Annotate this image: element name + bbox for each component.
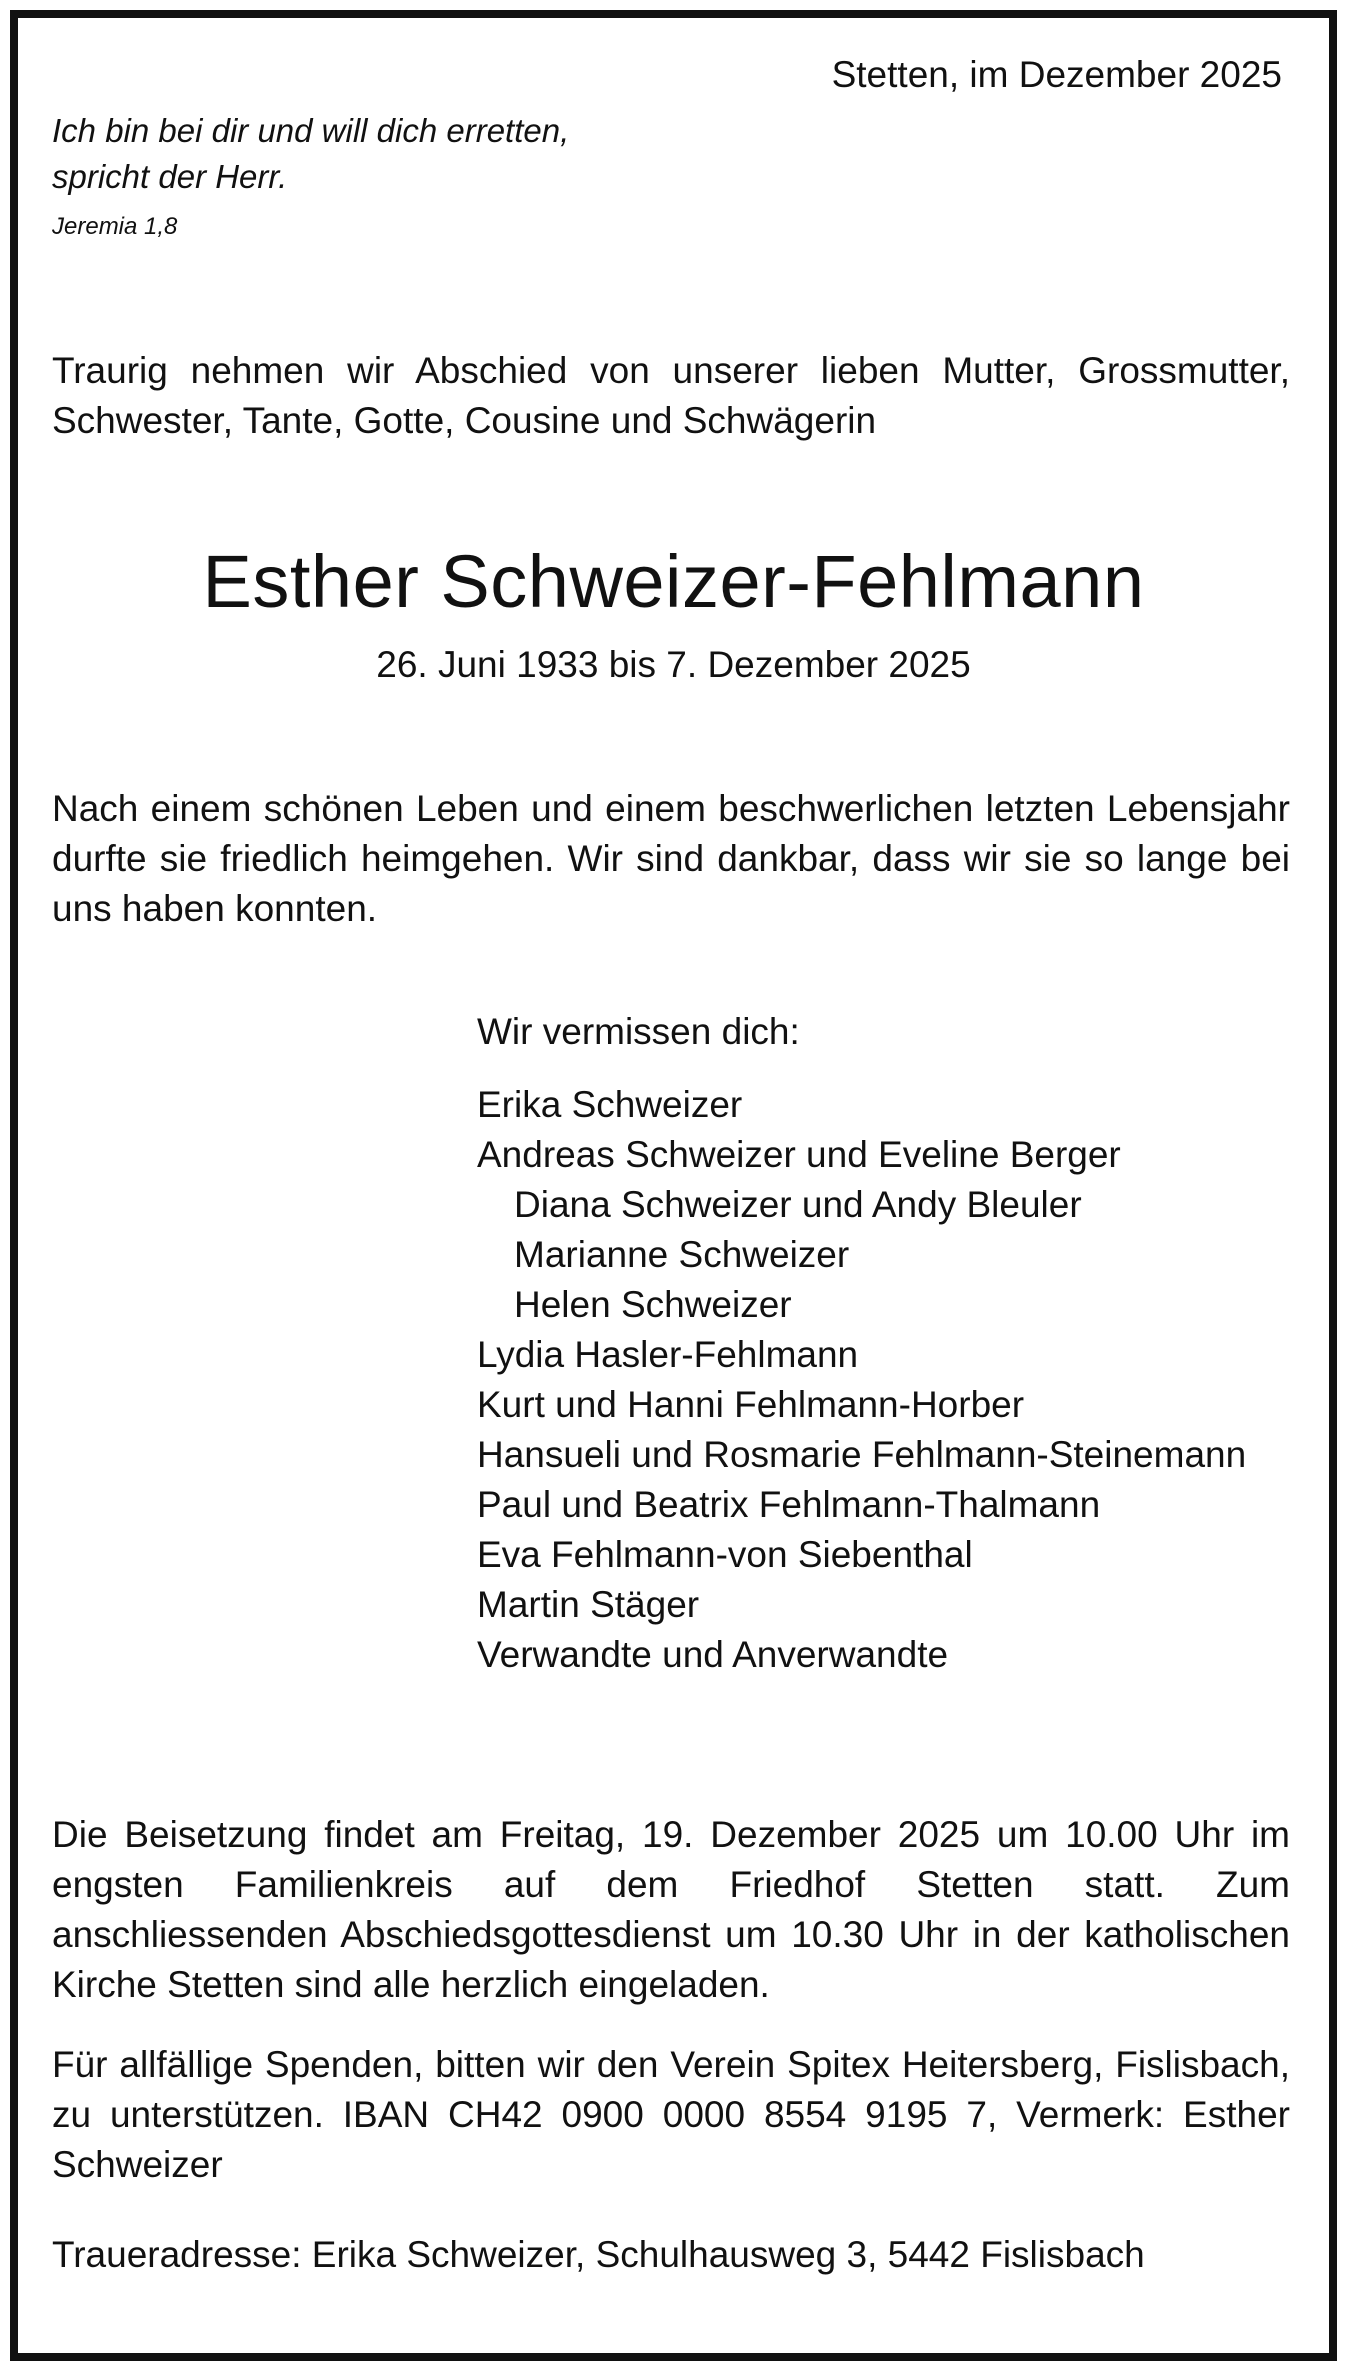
list-item: Hansueli und Rosmarie Fehlmann-Steinemann [477,1434,1247,1475]
list-item: Verwandte und Anverwandte [477,1634,949,1675]
life-dates: 26. Juni 1933 bis 7. Dezember 2025 [376,644,971,685]
verse-line-1: Ich bin bei dir und will dich erretten, [52,112,570,149]
list-item: Erika Schweizer [477,1084,743,1125]
mourners-list [477,1080,1246,1680]
place-date: Stetten, im Dezember 2025 [831,54,1282,95]
mourning-address: Traueradresse: Erika Schweizer, Schulhausweg 3, 5442 Fislisbach [52,2234,1145,2275]
deceased-name: Esther Schweizer-Fehlmann [202,540,1145,623]
donation-paragraph: Für allfällige Spenden, bitten wir den Verein Spitex Heitersberg, Fislisbach, zu unterstützen. IBAN CH42 0900 0000 8554 9195 7, Vermerk: Esther Schweizer [52,2044,1290,2185]
list-item: Eva Fehlmann-von Siebenthal [477,1534,973,1575]
burial-paragraph: Die Beisetzung findet am Freitag, 19. Dezember 2025 um 10.00 Uhr im engsten Familienkreis auf dem Friedhof Stetten statt. Zum anschliessenden Abschiedsgottesdienst um 10.30 Uhr in der katholischen Kirche Stetten sind alle herzlich eingeladen. [52,1814,1290,2005]
list-item: Andreas Schweizer und Eveline Berger [477,1134,1121,1175]
life-paragraph: Nach einem schönen Leben und einem beschwerlichen letzten Lebensjahr durfte sie friedlich heimgehen. Wir sind dankbar, dass wir sie so lange bei uns haben konnten. [52,788,1290,929]
list-item: Paul und Beatrix Fehlmann-Thalmann [477,1484,1101,1525]
list-item: Lydia Hasler-Fehlmann [477,1334,859,1375]
intro-paragraph: Traurig nehmen wir Abschied von unserer lieben Mutter, Grossmutter, Schwester, Tante, Gotte, Cousine und Schwägerin [52,350,1290,441]
verse-line-2: spricht der Herr. [52,158,288,195]
mourners-heading: Wir vermissen dich: [477,1011,800,1052]
verse-reference: Jeremia 1,8 [52,213,178,240]
list-item: Diana Schweizer und Andy Bleuler [514,1184,1082,1225]
list-item: Kurt und Hanni Fehlmann-Horber [477,1384,1025,1425]
bible-verse [52,108,569,200]
list-item: Marianne Schweizer [514,1234,850,1275]
list-item: Helen Schweizer [514,1284,792,1325]
list-item: Martin Stäger [477,1584,700,1625]
